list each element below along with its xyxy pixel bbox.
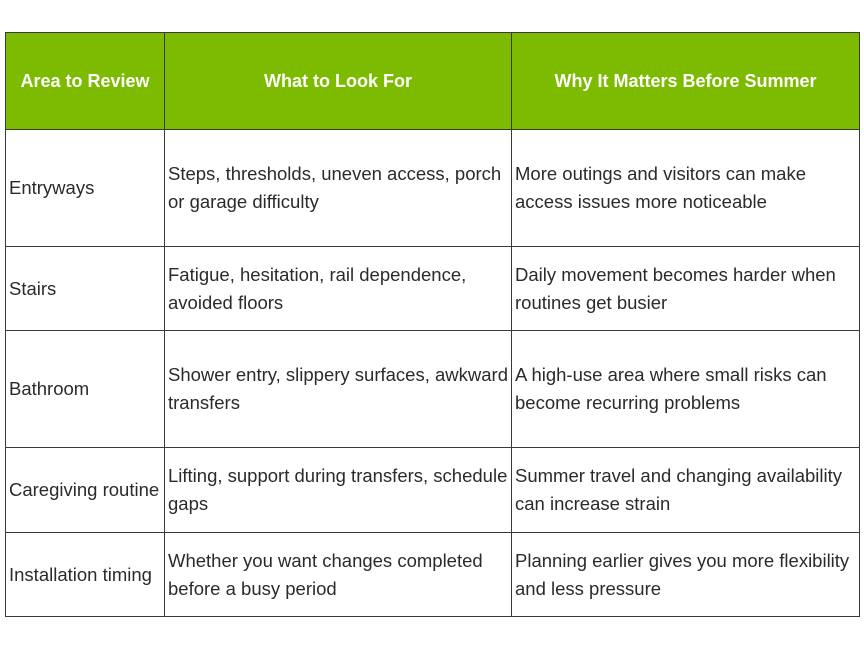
look-for-cell: Steps, thresholds, uneven access, porch or garage difficulty [165,130,512,247]
header-why: Why It Matters Before Summer [512,33,860,130]
table-row [6,448,860,533]
table-header [6,33,860,130]
header-area: Area to Review [6,33,165,130]
table-row [6,331,860,448]
why-cell: Daily movement becomes harder when routines get busier [512,247,860,331]
look-for-cell: Whether you want changes completed before a busy period [165,533,512,617]
header-row [6,33,860,130]
table-row [6,130,860,247]
area-cell: Installation timing [6,533,165,617]
why-cell: A high-use area where small risks can become recurring problems [512,331,860,448]
why-cell: More outings and visitors can make access issues more noticeable [512,130,860,247]
table-row [6,533,860,617]
look-for-cell: Shower entry, slippery surfaces, awkward transfers [165,331,512,448]
area-cell: Stairs [6,247,165,331]
why-cell: Planning earlier gives you more flexibility and less pressure [512,533,860,617]
area-cell: Bathroom [6,331,165,448]
look-for-cell: Fatigue, hesitation, rail dependence, avoided floors [165,247,512,331]
table-body [6,130,860,617]
review-table [5,32,860,617]
look-for-cell: Lifting, support during transfers, schedule gaps [165,448,512,533]
why-cell: Summer travel and changing availability can increase strain [512,448,860,533]
table-row [6,247,860,331]
header-look-for: What to Look For [165,33,512,130]
area-cell: Caregiving routine [6,448,165,533]
area-cell: Entryways [6,130,165,247]
